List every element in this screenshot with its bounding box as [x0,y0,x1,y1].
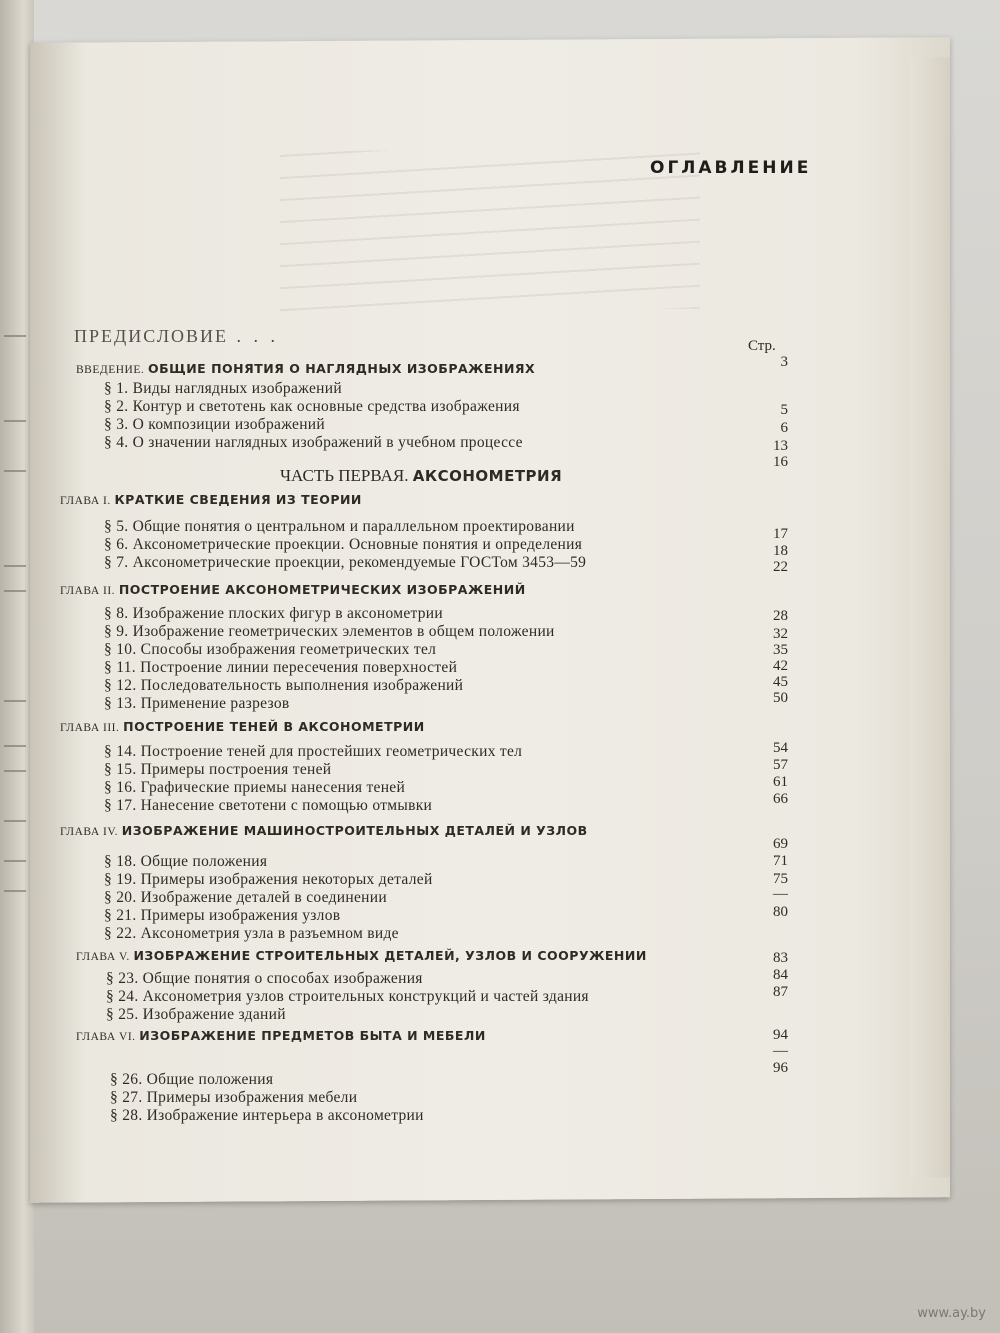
toc-item: § 6. Аксонометрические проекции. Основные понятия и определения [104,536,583,553]
toc-item: § 17. Нанесение светотени с помощью отмывки [104,797,433,814]
page-number: 94 [773,1027,788,1043]
toc-item: § 1. Виды наглядных изображений [104,380,342,397]
watermark: www.ay.by [917,1306,986,1321]
toc-item: § 3. О композиции изображений [104,416,325,433]
page-number: 28 [773,608,788,624]
page-number: — [773,1043,788,1059]
toc-item: § 21. Примеры изображения узлов [104,907,341,924]
toc-item: § 16. Графические приемы нанесения теней [104,779,406,796]
toc-item: § 8. Изображение плоских фигур в аксонометрии [104,605,443,622]
toc-item: § 7. Аксонометрические проекции, рекомендуемые ГОСТом 3453—59 [104,554,587,571]
toc-item: § 18. Общие положения [104,853,268,870]
toc-item: § 14. Построение теней для простейших геометрических тел [104,743,523,760]
toc-item: § 28. Изображение интерьера в аксонометрии [110,1107,424,1124]
page-number: 5 [780,402,788,418]
page-number: 80 [773,904,788,920]
chapter-heading: ГЛАВА I. КРАТКИЕ СВЕДЕНИЯ ИЗ ТЕОРИИ [60,492,362,507]
toc-item: § 26. Общие положения [110,1071,274,1088]
chapter-heading: ГЛАВА III. ПОСТРОЕНИЕ ТЕНЕЙ В АКСОНОМЕТРИИ [60,719,425,734]
toc-item: § 24. Аксонометрия узлов строительных конструкций и частей здания [106,988,589,1005]
page-number: 42 [773,658,788,674]
toc-item: § 9. Изображение геометрических элементов в общем положении [104,623,555,640]
toc-item: § 12. Последовательность выполнения изображений [104,677,464,694]
toc-item: § 25. Изображение зданий [106,1006,286,1023]
page-number: — [773,886,788,902]
page-column-label: Стр. [748,338,776,354]
toc-item: § 19. Примеры изображения некоторых деталей [104,871,433,888]
table-of-contents [30,0,950,1200]
page-number: 32 [773,626,788,642]
page-number: 22 [773,559,788,575]
chapter-heading: ГЛАВА V. ИЗОБРАЖЕНИЕ СТРОИТЕЛЬНЫХ ДЕТАЛЕЙ, УЗЛОВ И СООРУЖЕНИИ [76,948,647,963]
intro-heading: ВВЕДЕНИЕ. ОБЩИЕ ПОНЯТИЯ О НАГЛЯДНЫХ ИЗОБРАЖЕНИЯХ [76,361,536,376]
part-one-heading: ЧАСТЬ ПЕРВАЯ. АКСОНОМЕТРИЯ [280,466,563,485]
toc-item: § 4. О значении наглядных изображений в учебном процессе [104,434,523,451]
page-number: 17 [773,526,788,542]
chapter-heading: ГЛАВА VI. ИЗОБРАЖЕНИЕ ПРЕДМЕТОВ БЫТА И МЕБЕЛИ [76,1028,486,1043]
preface-entry: ПРЕДИСЛОВИЕ . . . [74,326,280,346]
toc-item: § 22. Аксонометрия узла в разъемном виде [104,925,399,942]
page-number: 66 [773,791,788,807]
page-number: 35 [773,642,788,658]
page-number: 69 [773,836,788,852]
page-number: 6 [780,420,788,436]
previous-page-edge [0,0,34,1333]
toc-item: § 20. Изображение деталей в соединении [104,889,387,906]
page-number: 57 [773,757,788,773]
page-number: 61 [773,774,788,790]
preface-label: ПРЕДИСЛОВИЕ [74,326,229,346]
page-number: 18 [773,543,788,559]
toc-item: § 5. Общие понятия о центральном и параллельном проектировании [104,518,575,535]
toc-heading: ОГЛАВЛЕНИЕ [650,158,812,178]
toc-item: § 23. Общие понятия о способах изображения [106,970,423,987]
chapter-heading: ГЛАВА IV. ИЗОБРАЖЕНИЕ МАШИНОСТРОИТЕЛЬНЫХ ДЕТАЛЕЙ И УЗЛОВ [60,823,588,838]
page-number: 13 [773,438,788,454]
page-number: 16 [773,454,788,470]
page-number: 54 [773,740,788,756]
toc-item: § 2. Контур и светотень как основные средства изображения [104,398,520,415]
toc-item: § 13. Применение разрезов [104,695,290,712]
page-number: 45 [773,674,788,690]
page-number: 3 [780,354,788,370]
page-number: 75 [773,871,788,887]
toc-item: § 10. Способы изображения геометрических тел [104,641,437,658]
page-number: 71 [773,853,788,869]
page-number: 96 [773,1060,788,1076]
page-number: 83 [773,950,788,966]
page-number: 50 [773,690,788,706]
toc-item: § 27. Примеры изображения мебели [110,1089,358,1106]
toc-item: § 15. Примеры построения теней [104,761,332,778]
chapter-heading: ГЛАВА II. ПОСТРОЕНИЕ АКСОНОМЕТРИЧЕСКИХ ИЗОБРАЖЕНИЙ [60,582,526,597]
toc-item: § 11. Построение линии пересечения поверхностей [104,659,458,676]
page-number: 84 [773,967,788,983]
page-number: 87 [773,984,788,1000]
